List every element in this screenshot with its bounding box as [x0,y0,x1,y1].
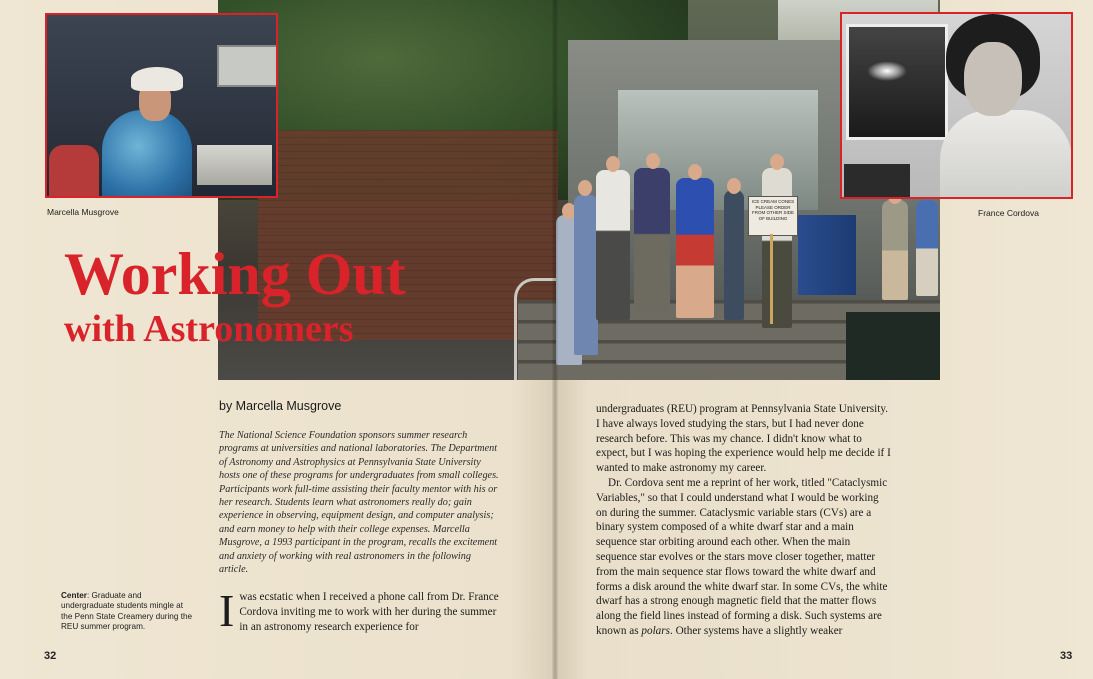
white-cap [131,67,183,91]
person-figure [916,200,938,296]
body-column-right [596,402,892,639]
drop-cap: I [219,585,235,636]
person-head [606,156,620,172]
article-title-line-1: Working Out [64,241,406,307]
person-head [688,164,702,180]
telescope-model [844,164,910,198]
musgrove-photo [45,13,278,198]
caption-label: Center [61,591,87,600]
computer-monitor [217,45,278,87]
body-text: was ecstatic when I received a phone call from Dr. France Cordova inviting me to work with her during the summer in an astronomy research experience for [239,591,499,633]
trash-bin [846,312,940,380]
right-photo-caption: France Cordova [978,208,1039,218]
newspaper-boxes [798,215,856,295]
sign-post [770,234,773,324]
ice-cream-sign [748,196,798,236]
person-figure [762,168,792,328]
person-figure [634,168,670,313]
page-gutter [552,0,558,679]
person-figure [882,200,908,300]
body-paragraph [596,476,892,639]
person-head [727,178,741,194]
galaxy-poster [846,24,948,140]
sign-text: ICE CREAM CONES PLEASE ORDER FROM OTHER SIDE OF BUILDING [751,199,795,221]
face [964,42,1022,116]
page-number-right: 33 [1060,650,1073,662]
person-head [770,154,784,170]
person-figure [574,195,598,355]
emphasis-text: polars [641,624,670,637]
intro-paragraph: The National Science Foundation sponsors summer research programs at universities and national laboratories. The Department of Astronomy and Astrophysics at Pennsylvania State University hosts one of these programs for undergraduates from small colleges. Participants work full-time assisting their faculty mentor with his or her research. Students learn what astronomers really do; gain experience in observing, equipment design, and computer analysis; and earn money to help with their college expenses. Marcella Musgrove, a 1993 participant in the program, recalls the excitement and anxiety of working with real astronomers in the following article. [219,430,499,576]
galaxy-image [867,61,907,81]
center-photo-caption [61,591,194,633]
white-jacket [940,110,1072,199]
person-figure [596,170,630,320]
person-figure [676,178,714,318]
red-chair [49,145,99,198]
article-title-line-2: with Astronomers [64,308,354,350]
body-text: . Other systems have a slightly weaker [669,624,843,637]
body-paragraph: undergraduates (REU) program at Pennsylvania State University. I have always loved studying the stars, but I had never done research before. This was my chance. I didn't know what to expect, but I was hoping the experience would help me decide if I wanted to make astronomy my career. [596,403,891,475]
byline: by Marcella Musgrove [219,399,342,413]
person-head [578,180,592,196]
caption-text: : Graduate and undergraduate students mingle at the Penn State Creamery during the REU summer program. [61,591,193,632]
person-figure [724,190,744,320]
person-head [646,153,660,169]
cordova-photo [840,12,1073,199]
page-number-left: 32 [44,650,57,662]
body-text: Dr. Cordova sent me a reprint of her work, titled "Cataclysmic Variables," so that I could understand what I would be working on during the summer. Cataclysmic variable stars (CVs) are a binary system composed of a white dwarf star and a main sequence star orbiting around each other. When the main sequence star evolves or the stars move closer together, matter from the main sequence star flows toward the white dwarf and forms a disk around the white dwarf star. In some CVs, the white dwarf has a strong enough magnetic field that the matter flows along the field lines instead of forming a disk. Such systems are known as [596,476,888,637]
tie-dye-shirt [102,110,192,198]
keyboard [197,145,272,185]
body-column-left [219,585,503,636]
left-photo-caption: Marcella Musgrove [47,207,119,217]
